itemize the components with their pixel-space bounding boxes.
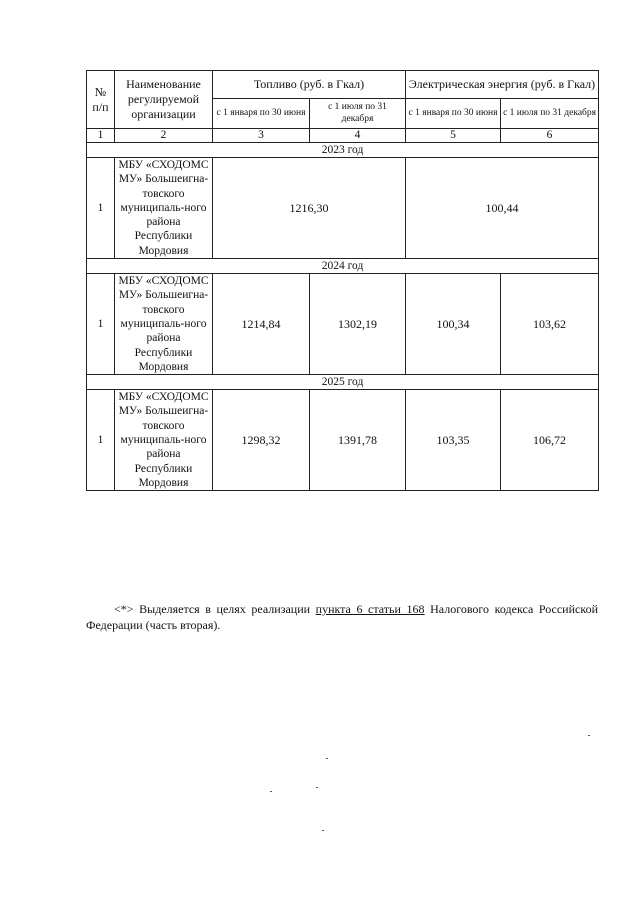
column-index: 4 <box>310 129 406 143</box>
scan-speck <box>322 830 324 831</box>
footnote <box>86 601 598 633</box>
fuel-value: 1216,30 <box>213 158 406 259</box>
row-number: 1 <box>87 274 115 375</box>
electric-value: 100,44 <box>406 158 599 259</box>
period-header: с 1 января по 30 июня <box>213 99 310 129</box>
table-row <box>87 158 599 259</box>
electric-header: Электрическая энергия (руб. в Гкал) <box>406 71 599 99</box>
fuel-value-h2: 1391,78 <box>310 390 406 491</box>
column-index: 1 <box>87 129 115 143</box>
fuel-value-h2: 1302,19 <box>310 274 406 375</box>
org-name: МБУ «СХОДОМС МУ» Большеигна-товского муниципаль-ного района Республики Мордовия <box>115 158 213 259</box>
org-name: МБУ «СХОДОМС МУ» Большеигна-товского муниципаль-ного района Республики Мордовия <box>115 390 213 491</box>
table-row <box>87 274 599 375</box>
header-row-main <box>87 71 599 99</box>
row-number: 1 <box>87 390 115 491</box>
scan-speck <box>270 791 272 792</box>
row-number: 1 <box>87 158 115 259</box>
scan-speck <box>316 787 318 788</box>
tax-code-link[interactable]: пункта 6 статьи 168 <box>315 602 425 616</box>
electric-value-h2: 106,72 <box>501 390 599 491</box>
fuel-value-h1: 1214,84 <box>213 274 310 375</box>
year-label: 2023 год <box>87 143 599 158</box>
scan-speck <box>326 758 328 759</box>
org-name: МБУ «СХОДОМС МУ» Большеигна-товского муниципаль-ного района Республики Мордовия <box>115 274 213 375</box>
fuel-value-h1: 1298,32 <box>213 390 310 491</box>
org-col-header: Наименование регулируемой организации <box>115 71 213 129</box>
year-row <box>87 143 599 158</box>
period-header: с 1 июля по 31 декабря <box>501 99 599 129</box>
column-index-row <box>87 129 599 143</box>
year-row <box>87 375 599 390</box>
electric-value-h1: 100,34 <box>406 274 501 375</box>
footnote-text-end: Налогового кодекса Российской Федерации (часть вторая). <box>86 602 598 632</box>
period-header: с 1 июля по 31 декабря <box>310 99 406 129</box>
tariff-table <box>86 70 599 491</box>
period-header: с 1 января по 30 июня <box>406 99 501 129</box>
column-index: 3 <box>213 129 310 143</box>
year-label: 2025 год <box>87 375 599 390</box>
scan-speck <box>588 735 590 736</box>
footnote-text: <*> Выделяется в целях реализации <box>114 602 316 616</box>
electric-value-h1: 103,35 <box>406 390 501 491</box>
column-index: 2 <box>115 129 213 143</box>
column-index: 6 <box>501 129 599 143</box>
column-index: 5 <box>406 129 501 143</box>
electric-value-h2: 103,62 <box>501 274 599 375</box>
year-label: 2024 год <box>87 259 599 274</box>
year-row <box>87 259 599 274</box>
fuel-header: Топливо (руб. в Гкал) <box>213 71 406 99</box>
table-row <box>87 390 599 491</box>
num-col-header: № п/п <box>87 71 115 129</box>
